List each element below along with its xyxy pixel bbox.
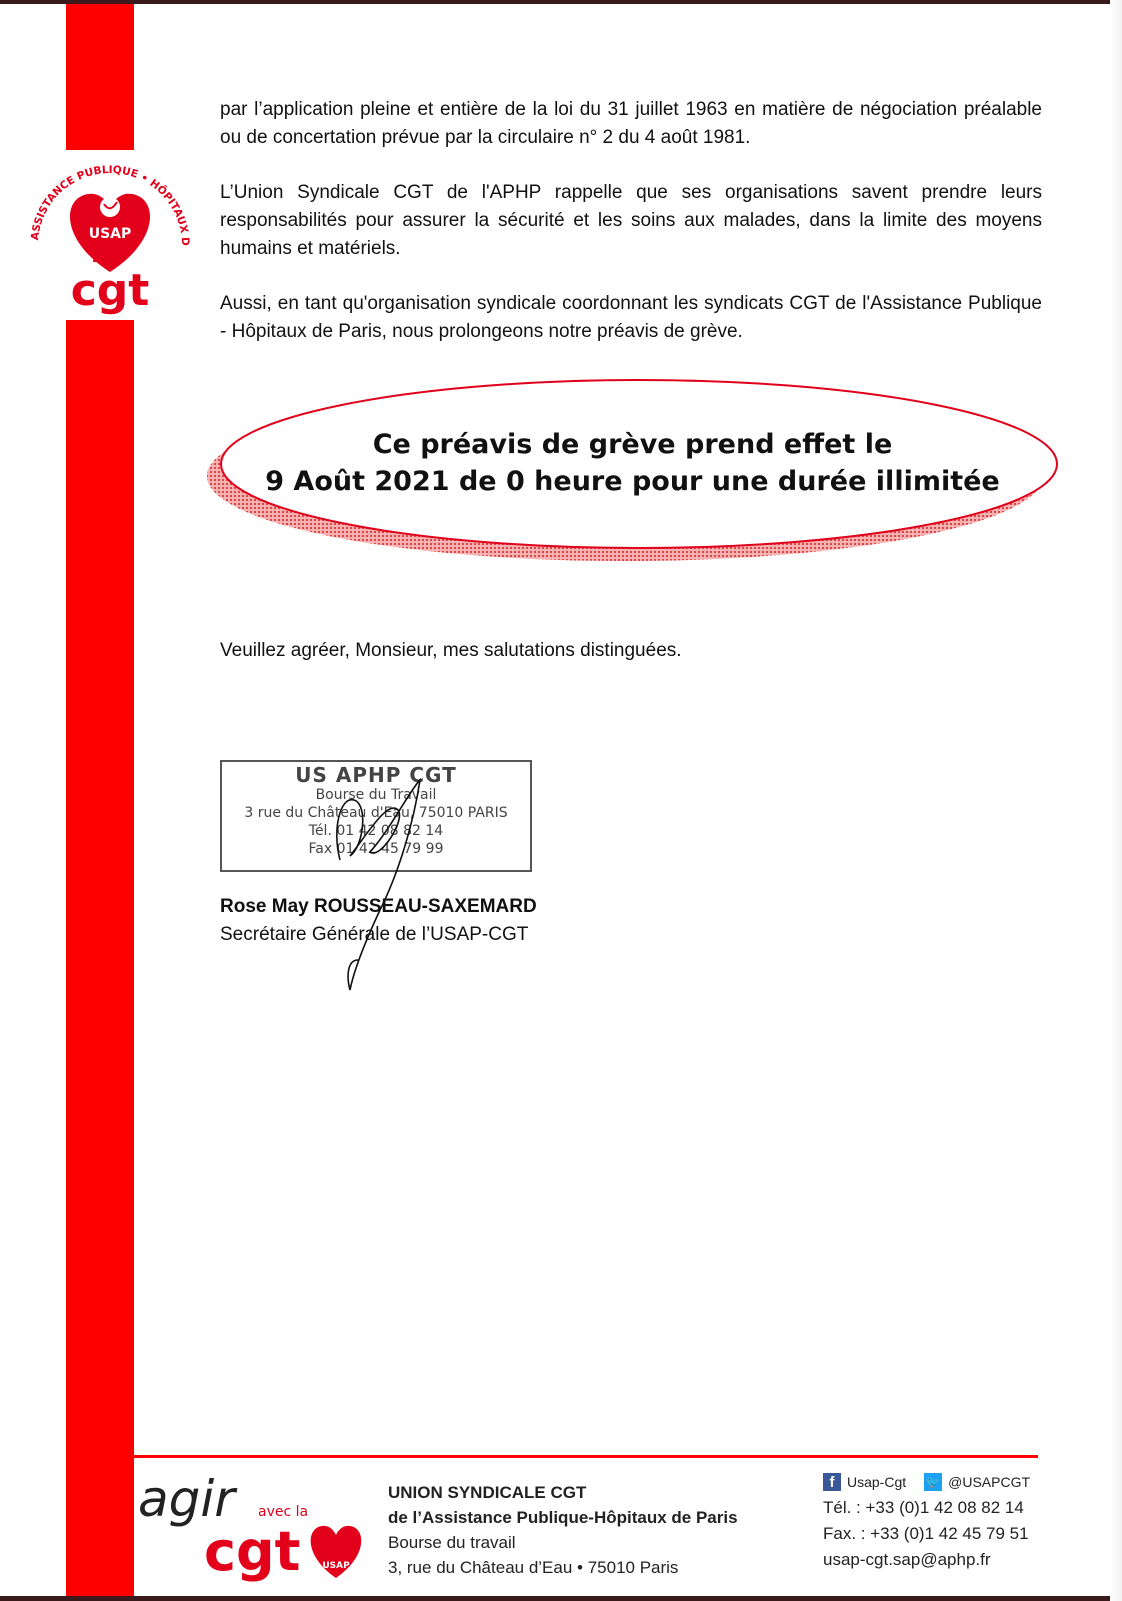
- handwritten-signature: [310, 760, 450, 1000]
- footer-contact: [823, 1469, 1030, 1573]
- footer-cgt: cgt: [204, 1520, 301, 1583]
- notice-line-2: 9 Août 2021 de 0 heure pour une durée illimitée: [265, 466, 1000, 497]
- usap-cgt-logo: [20, 150, 200, 320]
- paragraph-1: par l’application pleine et entière de la loi du 31 juillet 1963 en matière de négociation préalable ou de concertation prévue par la circulaire n° 2 du 4 août 1981.: [220, 99, 1042, 148]
- org-address: 3, rue du Château d’Eau • 75010 Paris: [388, 1558, 679, 1577]
- signer-title: Secrétaire Générale de l’USAP-CGT: [220, 924, 529, 945]
- stamp-line-1: Bourse du Travail: [315, 787, 437, 803]
- logo-la: la: [92, 243, 113, 268]
- notice-line-1: Ce préavis de grève prend effet le: [372, 429, 893, 460]
- closing-formula: Veuillez agréer, Monsieur, mes salutations distinguées.: [220, 640, 682, 661]
- org-subname: de l’Assistance Publique-Hôpitaux de Paris: [388, 1508, 738, 1527]
- org-name: UNION SYNDICALE CGT: [388, 1483, 587, 1502]
- footer-email[interactable]: usap-cgt.sap@aphp.fr: [823, 1550, 991, 1569]
- signer-name: Rose May ROUSSEAU-SAXEMARD: [220, 896, 537, 917]
- footer-avec-la: avec la: [258, 1504, 309, 1520]
- facebook-icon: f: [823, 1473, 841, 1491]
- footer-usap: USAP: [322, 1561, 350, 1571]
- stamp-title: US APHP CGT: [295, 763, 457, 787]
- footer-organization: [388, 1480, 738, 1580]
- logo-arc-text: ASSISTANCE PUBLIQUE • HÔPITAUX D: [29, 163, 192, 247]
- paragraph-3: Aussi, en tant qu'organisation syndicale coordonnant les syndicats CGT de l'Assistance Publique - Hôpitaux de Paris, nous prolongeons notre préavis de grève.: [220, 293, 1042, 342]
- twitter-handle[interactable]: @USAPCGT: [948, 1474, 1031, 1490]
- stamp-line-4: Fax 01 42 45 79 99: [308, 841, 444, 857]
- footer-fax: Fax. : +33 (0)1 42 45 79 51: [823, 1524, 1029, 1543]
- page-edge-shadow: [1110, 0, 1122, 1601]
- agir-cgt-logo: [136, 1458, 376, 1588]
- facebook-handle[interactable]: Usap-Cgt: [847, 1474, 907, 1490]
- paragraph-2: L’Union Syndicale CGT de l'APHP rappelle que ses organisations savent prendre leurs responsabilités pour assurer la sécurité et les soins aux malades, dans la limite des moyens humains et matériels.: [220, 182, 1042, 259]
- footer-agir: agir: [138, 1470, 235, 1528]
- twitter-icon: 🐦: [925, 1475, 941, 1489]
- footer-phone: Tél. : +33 (0)1 42 08 82 14: [823, 1498, 1024, 1517]
- strike-notice-ellipse: [205, 378, 1060, 578]
- stamp-line-3: Tél. 01 42 08 82 14: [308, 823, 444, 839]
- stamp-line-2: 3 rue du Château d'Eau, 75010 PARIS: [244, 805, 508, 821]
- org-building: Bourse du travail: [388, 1533, 516, 1552]
- social-links: [823, 1469, 1030, 1495]
- logo-cgt: cgt: [70, 265, 150, 316]
- logo-usap: USAP: [88, 226, 132, 242]
